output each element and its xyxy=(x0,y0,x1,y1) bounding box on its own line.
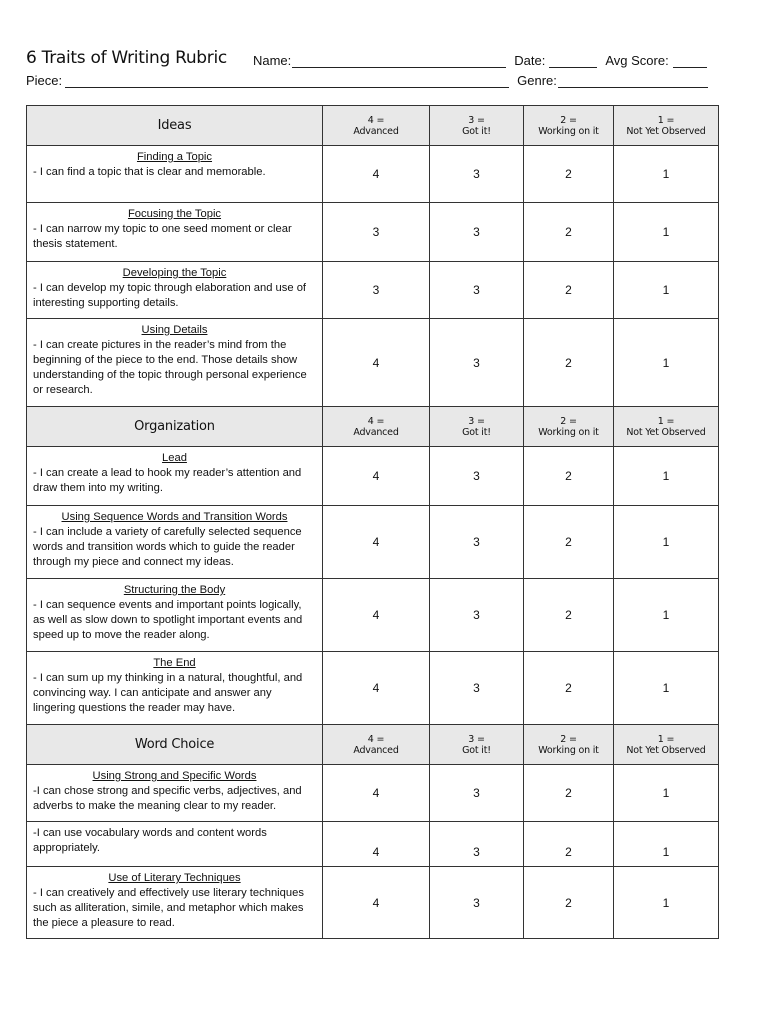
criterion-description: -I can use vocabulary words and content words appropriately. xyxy=(33,827,267,854)
score-cell[interactable]: 3 xyxy=(430,652,524,725)
scale-label: Advanced xyxy=(353,125,399,137)
scale-value: 2 = xyxy=(560,114,577,126)
criterion-cell xyxy=(27,822,323,867)
scale-header-cell xyxy=(524,407,614,447)
scale-value: 4 = xyxy=(367,733,385,745)
score-cell[interactable]: 4 xyxy=(323,146,430,203)
section-title-cell xyxy=(27,407,323,447)
criterion-cell xyxy=(27,262,323,319)
scale-label: Not Yet Observed xyxy=(626,744,706,756)
scale-label: Got it! xyxy=(462,426,491,438)
rubric-header xyxy=(26,42,728,88)
score-cell[interactable]: 2 xyxy=(524,506,614,579)
score-cell[interactable]: 3 xyxy=(430,319,524,407)
criterion-cell xyxy=(27,867,323,939)
scale-label: Advanced xyxy=(353,426,399,438)
scale-label: Working on it xyxy=(538,426,599,438)
section-title: Organization xyxy=(134,419,215,434)
score-cell[interactable]: 2 xyxy=(524,146,614,203)
score-cell[interactable]: 1 xyxy=(614,203,719,262)
scale-label: Got it! xyxy=(462,744,491,756)
criterion-cell xyxy=(27,203,323,262)
criterion-cell xyxy=(27,319,323,407)
criterion-title: The End xyxy=(153,657,196,669)
score-cell[interactable]: 1 xyxy=(614,319,719,407)
scale-value: 2 = xyxy=(560,733,577,745)
score-cell[interactable]: 1 xyxy=(614,506,719,579)
scale-header-cell xyxy=(430,106,524,146)
criterion-title: Using Strong and Specific Words xyxy=(92,770,257,782)
section-header-row xyxy=(27,725,719,765)
rubric-table xyxy=(26,105,719,939)
score-cell[interactable]: 3 xyxy=(430,262,524,319)
table-row xyxy=(27,579,719,652)
criterion-title: Developing the Topic xyxy=(122,267,227,279)
criterion-cell xyxy=(27,652,323,725)
genre-field[interactable] xyxy=(558,73,708,88)
criterion-description: - I can find a topic that is clear and memorable. xyxy=(33,166,266,178)
criterion-cell xyxy=(27,765,323,822)
score-cell[interactable]: 2 xyxy=(524,203,614,262)
score-cell[interactable]: 1 xyxy=(614,867,719,939)
score-cell[interactable]: 3 xyxy=(323,262,430,319)
score-cell[interactable]: 1 xyxy=(614,652,719,725)
criterion-description: - I can create pictures in the reader’s mind from the beginning of the piece to the end. Those details show understanding of the topic through personal experience or research. xyxy=(33,339,307,396)
section-header-row xyxy=(27,106,719,146)
scale-value: 3 = xyxy=(468,733,485,745)
avg-score-label: Avg Score: xyxy=(605,53,669,68)
score-cell[interactable]: 4 xyxy=(323,765,430,822)
table-row xyxy=(27,203,719,262)
criterion-title: Finding a Topic xyxy=(136,151,213,163)
score-cell[interactable]: 3 xyxy=(430,765,524,822)
score-cell[interactable]: 3 xyxy=(430,447,524,506)
score-cell[interactable]: 2 xyxy=(524,262,614,319)
score-cell[interactable]: 3 xyxy=(430,506,524,579)
scale-value: 4 = xyxy=(367,114,385,126)
scale-header-cell xyxy=(323,407,430,447)
table-row xyxy=(27,765,719,822)
table-row xyxy=(27,867,719,939)
score-cell[interactable]: 2 xyxy=(524,822,614,867)
criterion-cell xyxy=(27,506,323,579)
scale-value: 1 = xyxy=(657,415,675,427)
score-cell[interactable]: 4 xyxy=(323,822,430,867)
criterion-description: - I can develop my topic through elaboration and use of interesting supporting details. xyxy=(33,282,307,309)
page-title: 6 Traits of Writing Rubric xyxy=(26,48,227,68)
scale-value: 1 = xyxy=(657,114,675,126)
criterion-title: Lead xyxy=(162,452,187,464)
scale-value: 2 = xyxy=(560,415,577,427)
name-field[interactable] xyxy=(292,53,506,68)
scale-header-cell xyxy=(430,407,524,447)
table-row xyxy=(27,506,719,579)
criterion-description: - I can narrow my topic to one seed moment or clear thesis statement. xyxy=(33,223,292,250)
score-cell[interactable]: 1 xyxy=(614,262,719,319)
score-cell[interactable]: 3 xyxy=(430,579,524,652)
score-cell[interactable]: 4 xyxy=(323,447,430,506)
table-row xyxy=(27,822,719,867)
section-title: Ideas xyxy=(157,118,192,133)
genre-label: Genre: xyxy=(517,73,557,88)
scale-value: 3 = xyxy=(468,415,485,427)
scale-label: Working on it xyxy=(538,744,599,756)
section-title-cell xyxy=(27,106,323,146)
score-cell[interactable]: 4 xyxy=(323,506,430,579)
avg-score-field[interactable] xyxy=(673,53,707,68)
criterion-title: Using Sequence Words and Transition Words xyxy=(61,511,288,523)
scale-header-cell xyxy=(524,725,614,765)
table-row xyxy=(27,652,719,725)
piece-field[interactable] xyxy=(65,73,509,88)
score-cell[interactable]: 4 xyxy=(323,579,430,652)
score-cell[interactable]: 3 xyxy=(430,146,524,203)
score-cell[interactable]: 2 xyxy=(524,319,614,407)
section-header-row xyxy=(27,407,719,447)
score-cell[interactable]: 1 xyxy=(614,822,719,867)
scale-header-cell xyxy=(430,725,524,765)
date-field[interactable] xyxy=(549,53,597,68)
scale-label: Got it! xyxy=(462,125,491,137)
score-cell[interactable]: 3 xyxy=(430,203,524,262)
score-cell[interactable]: 4 xyxy=(323,319,430,407)
table-row xyxy=(27,146,719,203)
scale-value: 1 = xyxy=(657,733,675,745)
section-title: Word Choice xyxy=(134,737,215,752)
score-cell[interactable]: 2 xyxy=(524,765,614,822)
scale-value: 3 = xyxy=(468,114,485,126)
criterion-description: - I can create a lead to hook my reader’s attention and draw them into my writing. xyxy=(33,467,302,494)
score-cell[interactable]: 3 xyxy=(430,867,524,939)
scale-header-cell xyxy=(614,106,719,146)
table-row xyxy=(27,262,719,319)
score-cell[interactable]: 1 xyxy=(614,765,719,822)
scale-header-cell xyxy=(614,725,719,765)
scale-value: 4 = xyxy=(367,415,385,427)
criterion-cell xyxy=(27,447,323,506)
table-row xyxy=(27,447,719,506)
score-cell[interactable]: 3 xyxy=(430,822,524,867)
criterion-title: Structuring the Body xyxy=(123,584,226,596)
score-cell[interactable]: 2 xyxy=(524,867,614,939)
section-title-cell xyxy=(27,725,323,765)
piece-label: Piece: xyxy=(26,73,63,88)
scale-header-cell xyxy=(524,106,614,146)
score-cell[interactable]: 2 xyxy=(524,652,614,725)
scale-label: Working on it xyxy=(538,125,599,137)
table-row xyxy=(27,319,719,407)
criterion-description: - I can creatively and effectively use literary techniques such as alliteration, simile, and metaphor which makes the piece a pleasure to read. xyxy=(33,887,304,929)
criterion-cell xyxy=(27,579,323,652)
score-cell[interactable]: 2 xyxy=(524,579,614,652)
score-cell[interactable]: 4 xyxy=(323,867,430,939)
score-cell[interactable]: 1 xyxy=(614,447,719,506)
score-cell[interactable]: 1 xyxy=(614,146,719,203)
score-cell[interactable]: 1 xyxy=(614,579,719,652)
criterion-title: Focusing the Topic xyxy=(127,208,222,220)
scale-header-cell xyxy=(614,407,719,447)
score-cell[interactable]: 2 xyxy=(524,447,614,506)
criterion-description: -I can chose strong and specific verbs, adjectives, and adverbs to make the meaning clear to my reader. xyxy=(33,785,302,812)
criterion-title: Use of Literary Techniques xyxy=(108,872,241,884)
score-cell[interactable]: 4 xyxy=(323,652,430,725)
criterion-title: Using Details xyxy=(141,324,208,336)
name-label: Name: xyxy=(252,53,292,68)
scale-label: Not Yet Observed xyxy=(626,426,706,438)
scale-header-cell xyxy=(323,106,430,146)
criterion-description: - I can sum up my thinking in a natural, thoughtful, and convincing way. I can anticipate and answer any lingering questions the reader may have. xyxy=(33,672,303,714)
scale-label: Not Yet Observed xyxy=(626,125,706,137)
score-cell[interactable]: 3 xyxy=(323,203,430,262)
scale-header-cell xyxy=(323,725,430,765)
scale-label: Advanced xyxy=(353,744,399,756)
criterion-cell xyxy=(27,146,323,203)
criterion-description: - I can sequence events and important points logically, as well as slow down to spotlight important events and speed up to move the reader along. xyxy=(33,599,303,641)
date-label: Date: xyxy=(514,53,546,68)
criterion-description: - I can include a variety of carefully selected sequence words and transition words which to guide the reader through my piece and connect my ideas. xyxy=(33,526,302,568)
